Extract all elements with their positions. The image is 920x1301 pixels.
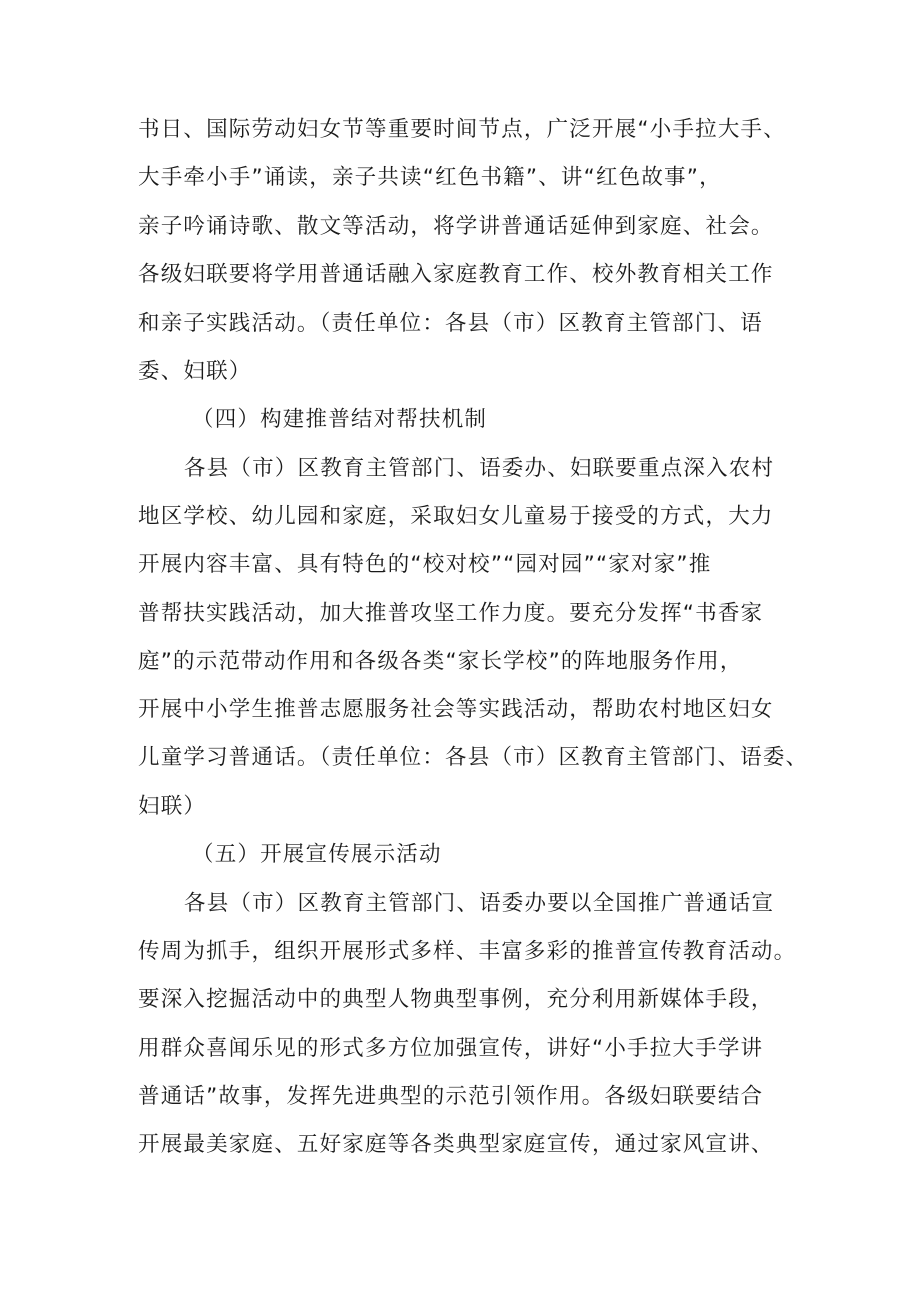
- text-line: 大手牵小手”诵读，亲子共读“红色书籍”、讲“红色故事”，: [138, 165, 722, 190]
- text-line: 各级妇联要将学用普通话融入家庭教育工作、校外教育相关工作: [138, 262, 774, 287]
- text-line: 用群众喜闻乐见的形式多方位加强宣传，讲好“小手拉大手学讲: [138, 1036, 764, 1061]
- text-line: 书日、国际劳动妇女节等重要时间节点，广泛开展“小手拉大手、: [138, 117, 786, 142]
- text-line: 庭”的示范带动作用和各级各类“家长学校”的阵地服务作用，: [138, 649, 743, 674]
- text-line: 普帮扶实践活动，加大推普攻坚工作力度。要充分发挥“书香家: [138, 601, 764, 626]
- section-heading-4: （四）构建推普结对帮扶机制: [192, 407, 488, 432]
- section-heading-5: （五）开展宣传展示活动: [192, 842, 442, 867]
- text-line: 地区学校、幼儿园和家庭，采取妇女儿童易于接受的方式，大力: [138, 504, 774, 529]
- text-line: 亲子吟诵诗歌、散文等活动，将学讲普通话延伸到家庭、社会。: [138, 214, 774, 239]
- text-line: 委、妇联）: [138, 359, 252, 384]
- text-line: 传周为抓手，组织开展形式多样、丰富多彩的推普宣传教育活动。: [138, 939, 797, 964]
- text-line: 开展中小学生推普志愿服务社会等实践活动，帮助农村地区妇女: [138, 697, 774, 722]
- text-line: 妇联）: [138, 794, 207, 819]
- text-line: 开展内容丰富、具有特色的“校对校”“园对园”“家对家”推: [138, 552, 712, 577]
- text-line: 和亲子实践活动。（责任单位：各县（市）区教育主管部门、语: [138, 311, 763, 336]
- text-line: 要深入挖掘活动中的典型人物典型事例，充分利用新媒体手段，: [138, 987, 774, 1012]
- text-line: 儿童学习普通话。（责任单位：各县（市）区教育主管部门、语委、: [138, 745, 809, 770]
- text-line: 普通话”故事，发挥先进典型的示范引领作用。各级妇联要结合: [138, 1084, 764, 1109]
- text-line: 开展最美家庭、五好家庭等各类典型家庭宣传，通过家风宣讲、: [138, 1132, 774, 1157]
- paragraph-first-line: 各县（市）区教育主管部门、语委办要以全国推广普通话宣: [184, 891, 775, 916]
- paragraph-first-line: 各县（市）区教育主管部门、语委办、妇联要重点深入农村: [184, 456, 775, 481]
